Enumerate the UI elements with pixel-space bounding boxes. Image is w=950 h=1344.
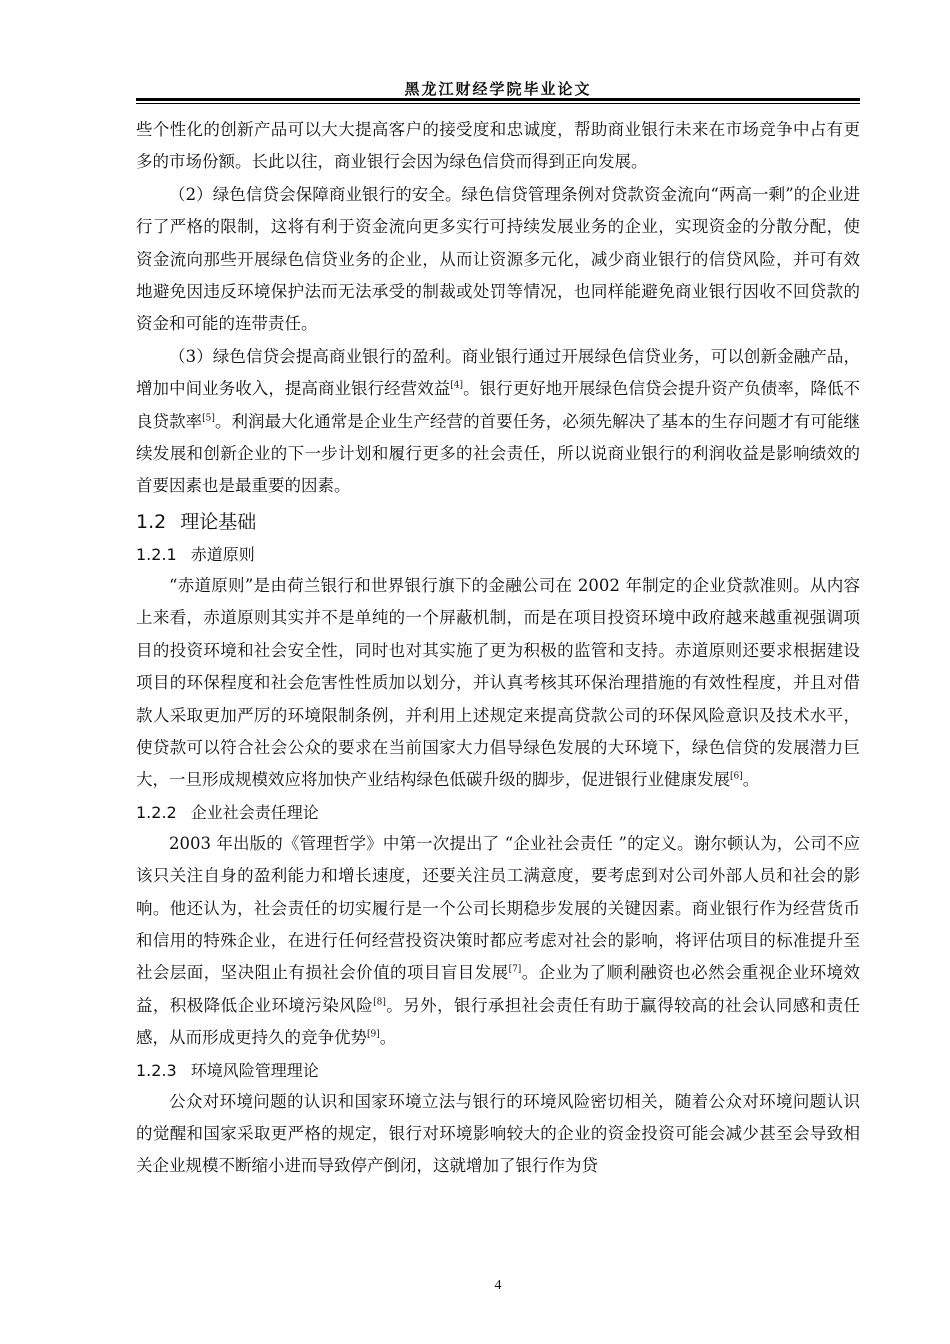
header-rule-thin: [136, 103, 860, 104]
subsection-heading-env-risk: [136, 1055, 860, 1086]
page-number: 4: [494, 1278, 502, 1293]
text-run: “赤道原则”是由荷兰银行和世界银行旗下的金融公司在 2002 年制定的企业贷款准则。从内容上来看，赤道原则其实并不是单纯的一个屏蔽机制，而是在项目投资环境中政府越来越重视强调项目的投资环境和社会安全性，同时也对其实施了更为积极的监管和支持。赤道原则还要求根据建设项目的环保程度和社会危害性性质加以划分，并认真考核其环保治理措施的有效性程度，并且对借款人采取更加严厉的环境限制条例，并利用上述规定来提高贷款公司的环保风险意识及技术水平，使贷款可以符合社会公众的要求在当前国家大力倡导绿色发展的大环境下，绿色信贷的发展潜力巨大，一旦形成规模效应将加快产业结构绿色低碳升级的脚步，促进银行业健康发展: [136, 575, 860, 790]
text-run: 。银行更好地开展绿色信贷会提升资产负债率，降低不良贷款率: [136, 379, 861, 431]
citation: [9]: [367, 1029, 380, 1040]
paragraph-green-credit-profit: [136, 341, 860, 503]
citation: [7]: [508, 964, 522, 975]
text-run: （3）绿色信贷会提高商业银行的盈利。商业银行通过开展绿色信贷业务，可以创新金融产品，增加中间业务收入，提高商业银行经营效益: [136, 346, 860, 399]
text-run: 。另外，银行承担社会责任有助于赢得较高的社会认同感和责任感，从而形成更持久的竞争优势: [136, 995, 861, 1048]
section-heading: [136, 505, 860, 539]
paragraph-green-credit-safety: （2）绿色信贷会保障商业银行的安全。绿色信贷管理条例对贷款资金流向“两高一剩”的企业进行了严格的限制，这将有利于资金流向更多实行可持续发展业务的企业，实现资金的分散分配，使资金流向那些开展绿色信贷业务的企业，从而让资源多元化，减少商业银行的信贷风险，并可有效地避免因违反环境保护法而无法承受的制裁或处罚等情况，也同样能避免商业银行因收不回贷款的资金和可能的连带责任。: [136, 184, 860, 334]
paragraph-env-risk: 公众对环境问题的认识和国家环境立法与银行的环境风险密切相关，随着公众对环境问题认识的觉醒和国家采取更严格的规定，银行对环境影响较大的企业的资金投资可能会减少甚至会导致相关企业规模不断缩小进而导致停产倒闭，这就增加了银行作为贷: [136, 1091, 860, 1176]
section-title: 理论基础: [180, 510, 257, 533]
subsection-heading-equator: [136, 539, 860, 570]
text-run: 。: [742, 770, 760, 790]
subsection-title: 企业社会责任理论: [190, 802, 319, 822]
running-header: 黑龙江财经学院毕业论文: [404, 80, 592, 98]
header-rule-thick: [136, 98, 860, 101]
paragraph-continuation: 些个性化的创新产品可以大大提高客户的接受度和忠诚度，帮助商业银行未来在市场竞争中占有更多的市场份额。长此以往，商业银行会因为绿色信贷而得到正向发展。: [136, 120, 860, 172]
citation: [6]: [730, 771, 743, 782]
subsection-number: 1.2.2: [136, 802, 177, 822]
citation: [8]: [373, 997, 386, 1008]
text-run: 2003 年出版的《管理哲学》中第一次提出了 “企业社会责任 ”的定义。谢尔顿认为，公司不应该只关注自身的盈利能力和增长速度，还要关注员工满意度，要考虑到对公司外部人员和社会的影响。他还认为，社会责任的切实履行是一个公司长期稳步发展的关键因素。商业银行作为经营货币和信用的特殊企业，在进行任何经营投资决策时都应考虑对社会的影响，将评估项目的标准提升至社会层面，坚决阻止有损社会价值的项目盲目发展: [136, 833, 860, 983]
subsection-title: 环境风险管理理论: [190, 1060, 319, 1080]
subsection-number: 1.2.3: [136, 1060, 177, 1080]
text-run: 。: [379, 1028, 397, 1048]
subsection-heading-csr: [136, 797, 860, 828]
paragraph-csr: [136, 828, 860, 1055]
section-number: 1.2: [136, 510, 167, 533]
text-run: 。利润最大化通常是企业生产经营的首要任务，必须先解决了基本的生存问题才有可能继续发展和创新企业的下一步计划和履行更多的社会责任，所以说商业银行的利润收益是影响绩效的首要因素也是最重要的因素。: [136, 411, 861, 496]
citation: [5]: [202, 413, 215, 424]
paragraph-equator-principles: [136, 570, 860, 797]
subsection-number: 1.2.1: [136, 544, 177, 564]
text-run: 。企业为了顺利融资也必然会重视企业环境效益，积极降低企业环境污染风险: [136, 963, 861, 1015]
page-body: [136, 114, 860, 1183]
citation: [4]: [450, 380, 464, 391]
subsection-title: 赤道原则: [190, 544, 255, 564]
